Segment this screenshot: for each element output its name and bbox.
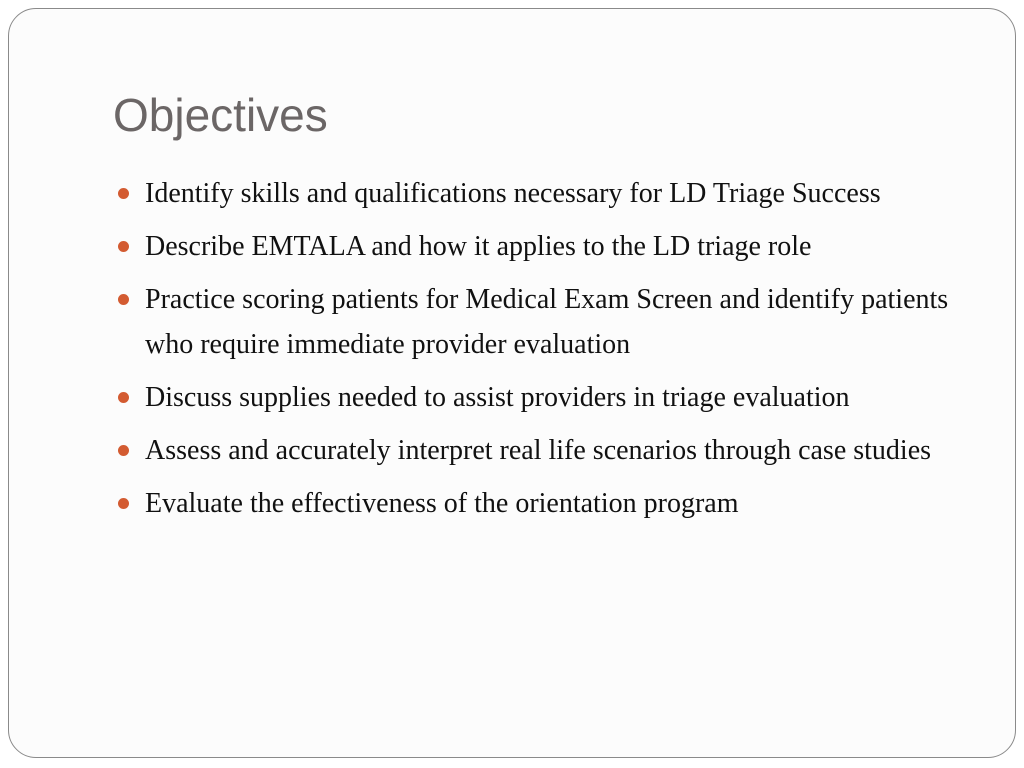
bullet-icon bbox=[118, 188, 129, 199]
bullet-icon bbox=[118, 241, 129, 252]
bullet-text: Evaluate the effectiveness of the orientation program bbox=[145, 488, 739, 519]
bullet-text: Practice scoring patients for Medical Exam Screen and identify patients who require immediate provider evaluation bbox=[145, 284, 949, 360]
list-item bbox=[115, 171, 965, 216]
list-item bbox=[115, 277, 965, 367]
bullet-icon bbox=[118, 445, 129, 456]
list-item bbox=[115, 375, 965, 420]
slide-title: Objectives bbox=[113, 89, 328, 141]
bullet-text: Assess and accurately interpret real life scenarios through case studies bbox=[145, 435, 932, 466]
list-item bbox=[115, 428, 965, 473]
slide-frame bbox=[8, 8, 1016, 758]
bullet-icon bbox=[118, 498, 129, 509]
bullet-text: Describe EMTALA and how it applies to the LD triage role bbox=[145, 231, 812, 262]
bullet-text: Discuss supplies needed to assist providers in triage evaluation bbox=[145, 382, 850, 413]
list-item bbox=[115, 224, 965, 269]
bullet-icon bbox=[118, 392, 129, 403]
list-item bbox=[115, 481, 965, 526]
bullet-text: Identify skills and qualifications necessary for LD Triage Success bbox=[145, 178, 881, 209]
bullet-icon bbox=[118, 294, 129, 305]
objectives-list bbox=[115, 171, 965, 534]
